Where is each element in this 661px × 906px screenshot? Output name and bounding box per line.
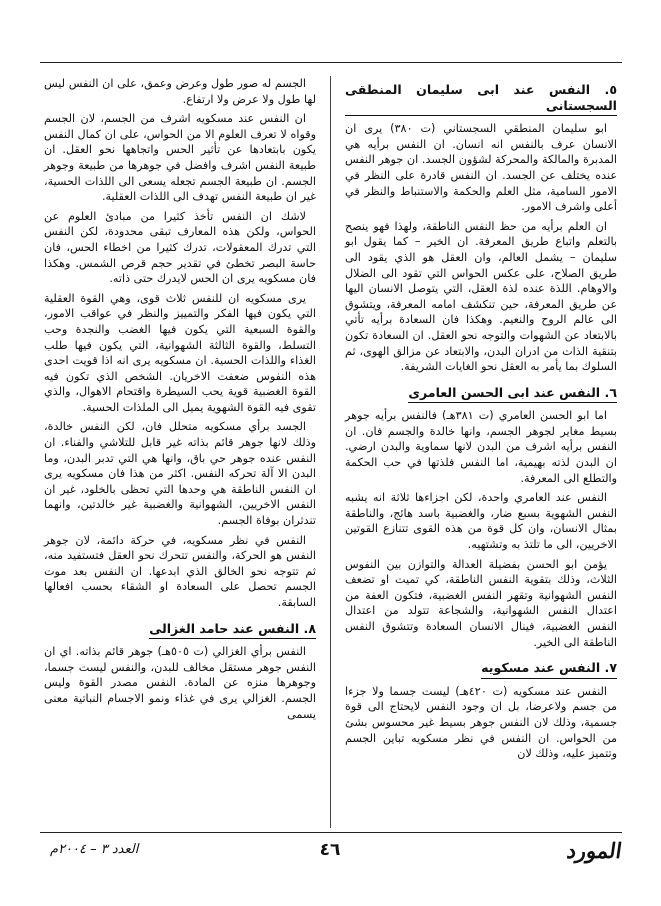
issue-label: العدد ٣ – ٢٠٠٤م [50, 842, 139, 857]
section-5-paragraph-2: ان العلم برأيه من حظ النفس الناطقة، ولهذا فهو ينصح بالتعلم واتباع طريق المعرفة. ان الخير – كما يقول ابو سليمان – يشمل العالم، وان العقل هو الذي يقود الى طريق الصلاح، على عكس الحواس التي تقود الى الضلال والاوهام. اللذة عنده لذة العقل، التي يتوصل الانسان اليها عن طريق المعرفة، حين تنكشف امامه المعرفة، ويتشوق الى عالم الروح والنعيم. وهكذا فان السعادة برأيه تأتي بالابتعاد عن الشهوات والتوجه نحو العقل. ان السعادة تكون بتنقية الذات من ادران البدن، والابتعاد عن مزالق الهوى، ثم السلوك بما يأمر به العقل نحو الغايات الشريفة. [345, 219, 617, 374]
left-paragraph-6: النفس في نظر مسكويه، في حركة دائمة، لان جوهر النفس هو الحركة، والنفس تتحرك نحو العقل فتستفيد منه، ثم تتوجه نحو الخالق الذي ابدعها. ان النفس بعد موت الجسم تحصل على السعادة او الشقاء بحسب افعالها السابقة. [44, 533, 316, 609]
journal-logo: المورد [565, 838, 624, 863]
section-6-paragraph-1: اما ابو الحسن العامري (ت ٣٨١هـ) فالنفس برأيه جوهر بسيط مغاير لجوهر الجسم، وانها خالدة والجسم فان. ان النفس برأيه اشرف من البدن لانها سماوية والبدن ارضي. ان البدن لذته بهيمية، اما النفس فلذتها في حب الحكمة والتطلع الى المعرفة. [345, 409, 617, 485]
right-column [345, 76, 617, 766]
footer-divider [40, 832, 622, 833]
left-paragraph-1: الجسم له صور طول وعرض وعمق، على ان النفس ليس لها طول ولا عرض ولا ارتفاع. [44, 77, 316, 106]
left-paragraph-2: ان النفس عند مسكويه اشرف من الجسم، لان الجسم وقواه لا تعرف العلوم الا من الحواس، على ان كمال النفس يكون بابتعادها عن تأثير الحس واتجاهها نحو العقل. ان طبيعة النفس اشرف وافضل في جوهرها من طبيعة وجوهر الجسم. ان طبيعة الجسم تجعله يسعى الى اللذات الحسية، غير ان طبيعة النفس تهدف الى اللذات العقلية. [44, 112, 316, 204]
left-column [44, 76, 316, 726]
left-paragraph-3: لاشك ان النفس تأخذ كثيرا من مبادئ العلوم عن الحواس، ولكن هذه المعارف تبقى محدودة، لكن النفس التي تدرك المعقولات، تدرك كثيرا من اخطاء الحس، فان حاسة البصر تخطئ في تقدير حجم قرص الشمس. وهكذا فان مسكويه يرى ان الحس لايدرك حتى ذاته. [44, 209, 316, 286]
left-paragraph-5: الجسد برأي مسكويه متحلل فان، لكن النفس خالدة، وذلك لانها جوهر قائم بذاته غير قابل للتلاشي والفناء. ان النفس عنده جوهر حي باق، وانها هي التي تدبر البدن، وما البدن الا آلة تحركه النفس. اكثر من هذا فان مسكويه يرى ان النفس الناطقة هي وحدها التي تحظى بالخلود، غير ان النفس الاخريين، الشهوانية والغضبية غير خالدتين، وانهما تندثران بوفاة الجسم. [44, 420, 316, 528]
section-7-heading: ٧. النفس عند مسكويه [481, 660, 617, 679]
section-6-heading: ٦. النفس عند ابى الحسن العامرى [408, 385, 617, 404]
section-5-heading: ٥. النفس عند ابى سليمان المنطقى السجستانى [345, 82, 617, 116]
section-6-paragraph-3: يؤمن ابو الحسن بفضيلة العدالة والتوازن بين النفوس الثلاث، وذلك بتقوية النفس الناطقة، كي تميت او تضعف النفس الشهوانية وتقهر النفس الغضبية، فتكون العفة من اعتدال النفس الشهوانية، والشجاعة تتولد من اعتدال النفس الغضبية، فينال الانسان السعادة وتتشوق النفس الناطقة الى الخير. [345, 557, 617, 649]
top-divider [40, 62, 622, 63]
section-8-heading: ٨. النفس عند حامد الغزالى [149, 621, 316, 640]
section-6-paragraph-2: النفس عند العامري واحدة، لكن اجزاءها ثلاثة انه يشبه النفس الشهوية بسبع ضار، والغضبية باسد هائج، والناطقة بمثال الانسان، وان كل قوة من هذه القوى تتنازع القوتين الاخريين، الى ما تلتذ به وتشتهيه. [345, 491, 617, 552]
left-paragraph-4: يرى مسكويه ان للنفس ثلاث قوى، وهي القوة العقلية التي يكون فيها الفكر والتمييز والنظر في عواقب الامور، والقوة السبعية التي يكون فيها الغضب والنجدة وحب التسلط، والقوة الثالثة الشهوانية، التي يكون فيها طلب الغذاء واللذات الحسية. ان مسكويه يرى انه اذا قويت احدى هذه النفوس ضعفت الاخريان. الشخص الذي تكون فيه القوة الغضبية قوية يحب السيطرة واقتحام الاهوال، والذي تقوى فيه القوة الشهوية يميل الى الملذات الحسية. [44, 291, 316, 414]
section-5-paragraph-1: ابو سليمان المنطقي السجستاني (ت ٣٨٠) يرى ان الانسان عرف بالنفس انه انسان. ان النفس برأيه هي المدبرة والمالكة والمحركة لشؤون الجسد. ان جوهر النفس عنده يختلف عن الجسد. ان النفس قادرة على النظر في الامور السامية، مثل العلم والحكمة والاستنباط والنظر في أعلى واشرف الامور. [345, 122, 617, 214]
page-footer [40, 838, 622, 872]
section-7-paragraph-1: النفس عند مسكويه (ت ٤٢٠هـ) ليست جسما ولا جزءا من جسم ولاعرضا، بل ان وجود النفس لايحتاج الى قوة جسمية، وذلك لان النفس جوهر بسيط غير محسوس بشئ من الحواس. ان النفس في نظر مسكويه تباين الجسم وتتميز عليه، وذلك لان [345, 684, 617, 761]
left-paragraph-7: النفس برأي الغزالي (ت ٥٠٥هـ) جوهر قائم بذاته. اي ان النفس جوهر مستقل مخالف للبدن، والنفس ليست جسما، وجوهرها منزه عن المادة. النفس مصدر القوة وليس الجسم. الغزالي يرى في غذاء ونمو الاجسام النباتية معنى يسمى [44, 645, 316, 721]
column-divider [330, 76, 331, 828]
page-number: ٤٦ [319, 840, 341, 860]
